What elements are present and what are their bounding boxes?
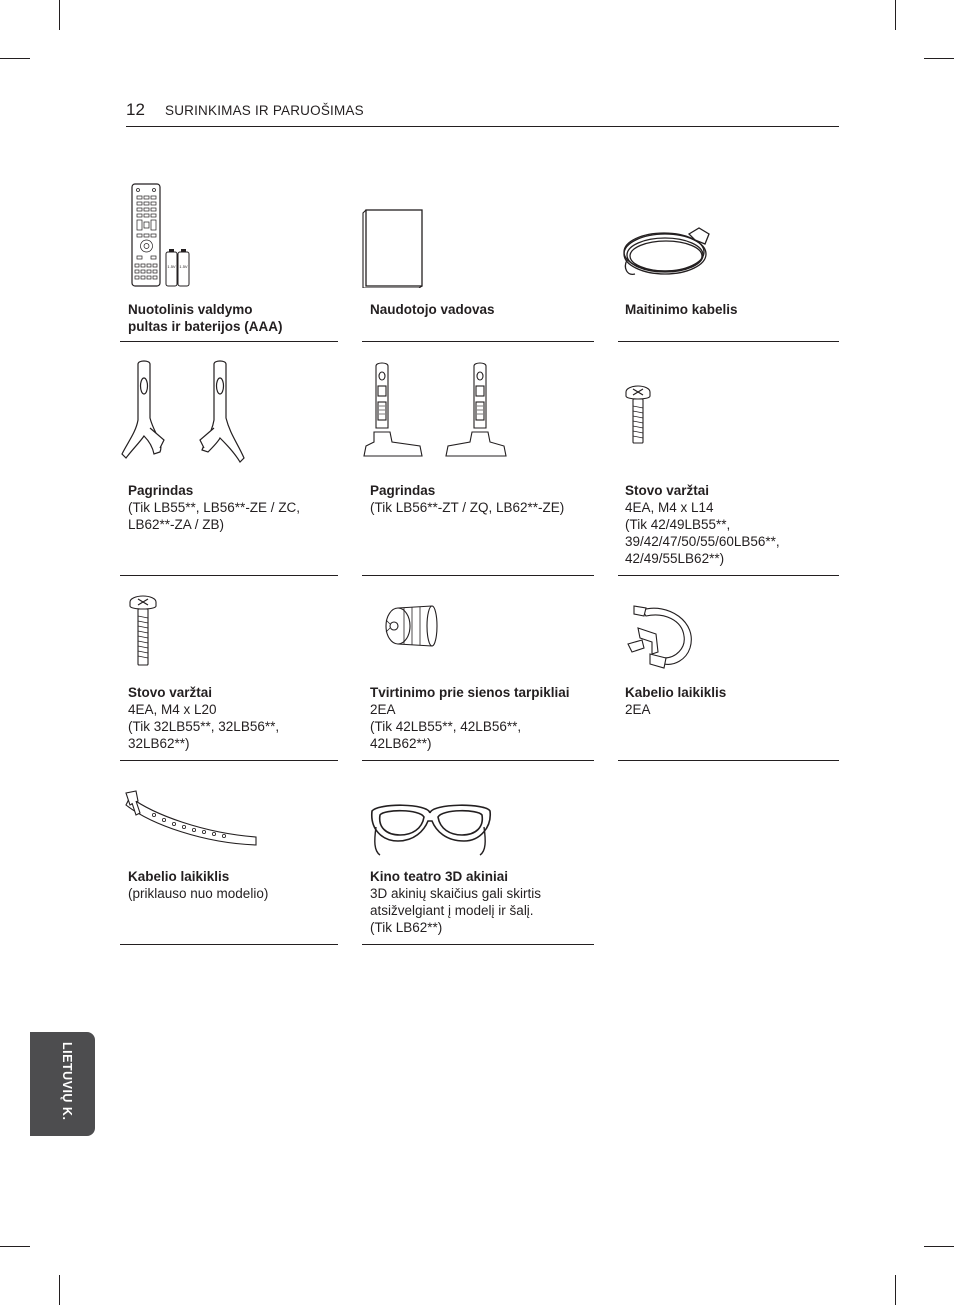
crop-mark [895, 1275, 896, 1305]
item-wall-spacers [362, 576, 594, 761]
item-caption: Maitinimo kabelis [625, 302, 738, 317]
crop-mark [59, 0, 60, 30]
item-screws-l14 [618, 342, 839, 576]
power-cable-icon [621, 224, 717, 282]
item-remote [120, 150, 338, 342]
stand-icon [362, 362, 512, 462]
item-3d-glasses [362, 761, 594, 945]
crop-mark [924, 1246, 954, 1247]
item-caption: Kabelio laikiklis (priklauso nuo modelio) [128, 869, 269, 901]
item-caption: Nuotolinis valdymo pultas ir baterijos (AAA) [128, 302, 283, 334]
item-stand-a [120, 342, 338, 576]
crop-mark [895, 0, 896, 30]
cable-tie-icon [124, 789, 264, 847]
crop-mark [59, 1275, 60, 1305]
item-cable-tie [120, 761, 338, 945]
item-caption: Pagrindas (Tik LB56**-ZT / ZQ, LB62**-ZE) [370, 483, 565, 515]
section-title: SURINKIMAS IR PARUOŠIMAS [165, 103, 364, 118]
glasses-icon [368, 801, 494, 859]
item-caption: Tvirtinimo prie sienos tarpikliai 2EA (Tik 42LB55**, 42LB56**, 42LB62**) [370, 685, 570, 751]
battery-icon [166, 249, 189, 286]
item-caption: Pagrindas (Tik LB55**, LB56**-ZE / ZC, LB62**-ZA / ZB) [128, 483, 301, 532]
item-caption: Stovo varžtai 4EA, M4 x L14 (Tik 42/49LB55**, 39/42/47/50/55/60LB56**, 42/49/55LB62**) [625, 483, 780, 566]
spacer-icon [384, 602, 440, 650]
page-header [126, 100, 839, 127]
item-caption: Kino teatro 3D akiniai 3D akinių skaičius gali skirtis atsižvelgiant į modelį ir šalį. (Tik LB62**) [370, 869, 542, 935]
item-caption: Naudotojo vadovas [370, 302, 495, 317]
stand-icon [120, 358, 250, 464]
item-cable-holder [618, 576, 839, 761]
remote-control-icon [130, 182, 195, 288]
screw-icon [624, 384, 652, 446]
crop-mark [0, 58, 30, 59]
page-number: 12 [126, 100, 145, 119]
manual-book-icon [362, 208, 424, 288]
item-caption: Stovo varžtai 4EA, M4 x L20 (Tik 32LB55**, 32LB56**, 32LB62**) [128, 685, 280, 751]
item-caption: Kabelio laikiklis 2EA [625, 685, 727, 717]
crop-mark [0, 1246, 30, 1247]
item-manual [362, 150, 594, 342]
svg-text:1.5V: 1.5V [179, 264, 188, 269]
svg-text:1.5V: 1.5V [167, 264, 176, 269]
language-tab [30, 1032, 95, 1136]
cable-holder-icon [624, 604, 696, 670]
language-tab-label: LIETUVIŲ K. [60, 1042, 74, 1121]
crop-mark [924, 58, 954, 59]
screw-icon [128, 594, 158, 668]
item-screws-l20 [120, 576, 338, 761]
item-stand-b [362, 342, 594, 576]
item-power-cable [618, 150, 839, 342]
